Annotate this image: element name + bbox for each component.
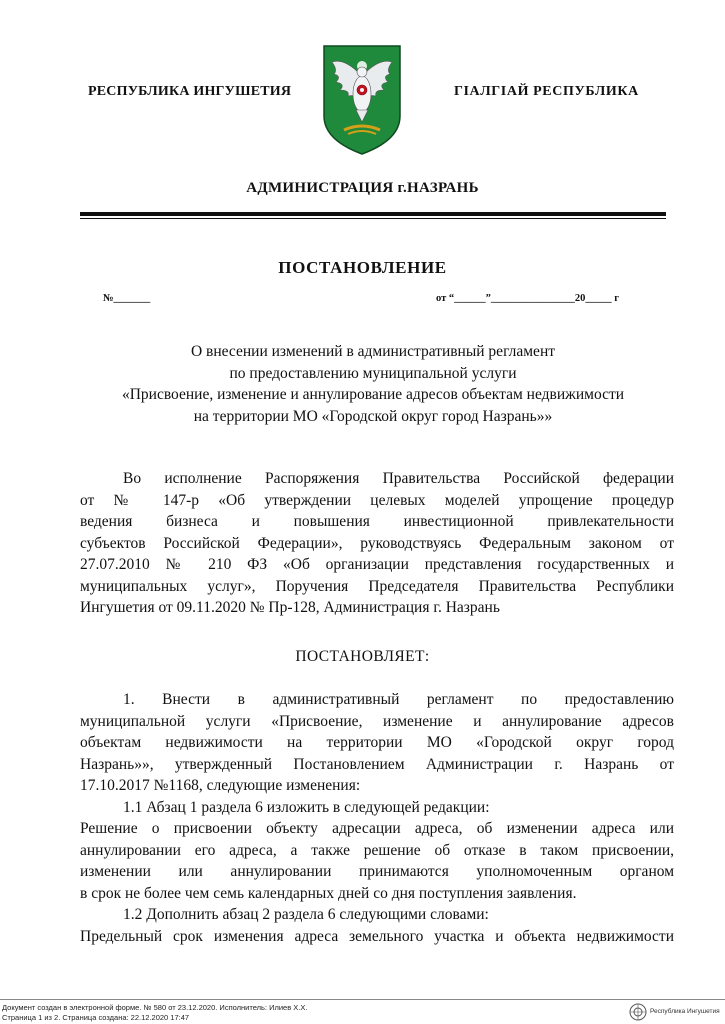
paragraph-line: 27.07.2010 № 210 ФЗ «Об организации представления государственных и	[80, 556, 674, 573]
document-subject	[80, 341, 666, 427]
paragraph-line: муниципальных услуг», Поручения Председателя Правительства Республики	[80, 577, 674, 595]
footer-logo-label: Республика Ингушетия	[650, 1008, 720, 1015]
paragraph-line: муниципальной услуги «Присвоение, изменение и аннулирование адресов	[80, 712, 674, 730]
paragraph-line: Ингушетия от 09.11.2020 № Пр-128, Администрация г. Назрань	[80, 599, 500, 616]
subject-line: «Присвоение, изменение и аннулирование адресов объектам недвижимости	[121, 386, 625, 403]
administration-title: АДМИНИСТРАЦИЯ г.НАЗРАНЬ	[246, 180, 479, 196]
decree-heading: ПОСТАНОВЛЯЕТ:	[295, 648, 430, 665]
document-type-title: ПОСТАНОВЛЕНИЕ	[278, 258, 447, 277]
decree-items	[80, 689, 674, 947]
paragraph-line: объектам недвижимости на территории МО «Городской округ город	[80, 734, 674, 751]
republic-name-russian: РЕСПУБЛИКА ИНГУШЕТИЯ	[88, 84, 292, 99]
subject-line: О внесении изменений в административный регламент	[190, 343, 556, 360]
paragraph-line: аннулировании его адреса, а также решение об отказе в таком присвоении,	[80, 841, 674, 859]
document-number-field: №_______	[103, 293, 151, 304]
paragraph-line: субъектов Российской Федерации», руководствуясь Федеральным законом от	[80, 534, 674, 552]
item-1-1-heading: 1.1 Абзац 1 раздела 6 изложить в следующей редакции:	[123, 798, 490, 816]
paragraph-line: Во исполнение Распоряжения Правительства Российской федерации	[123, 470, 674, 487]
item-1-2-heading: 1.2 Дополнить абзац 2 раздела 6 следующими словами:	[123, 906, 489, 923]
coat-of-arms-emblem-icon	[322, 44, 402, 156]
paragraph-line: ведения бизнеса и повышения инвестиционной привлекательности	[80, 513, 674, 530]
paragraph-line: Назрань»», утвержденный Постановлением Администрации г. Назрань от	[80, 755, 674, 773]
preamble-paragraph	[80, 468, 674, 619]
paragraph-line: 1. Внести в административный регламент по предоставлению	[123, 691, 674, 708]
header-divider-thick	[80, 212, 666, 216]
subject-line: на территории МО «Городской округ город Назрань»»	[193, 407, 553, 425]
subject-line: по предоставлению муниципальной услуги	[229, 364, 517, 382]
footer-metadata	[2, 1003, 307, 1023]
header-divider-thin	[80, 218, 666, 219]
paragraph-line: Предельный срок изменения адреса земельного участка и объекта недвижимости	[80, 927, 674, 945]
paragraph-line: от № 147-р «Об утверждении целевых моделей упрощение процедур	[80, 491, 674, 509]
republic-name-ingush: ГІАЛГІАЙ РЕСПУБЛИКА	[454, 84, 639, 99]
footer-line: Документ создан в электронной форме. № 580 от 23.12.2020. Исполнитель: Илиев Х.Х.	[2, 1003, 308, 1012]
paragraph-line: 17.10.2017 №1168, следующие изменения:	[80, 777, 361, 794]
paragraph-line: Решение о присвоении объекту адресации адреса, об изменении адреса или	[80, 820, 674, 837]
paragraph-line: в срок не более чем семь календарных дней со дня поступления заявления.	[80, 884, 577, 902]
footer-divider	[0, 999, 725, 1000]
document-date-field: от “______”________________20_____ г	[436, 293, 620, 304]
footer-line: Страница 1 из 2. Страница создана: 22.12.2020 17:47	[2, 1013, 190, 1022]
paragraph-line: изменении или аннулировании принимаются уполномоченным органом	[80, 863, 674, 880]
